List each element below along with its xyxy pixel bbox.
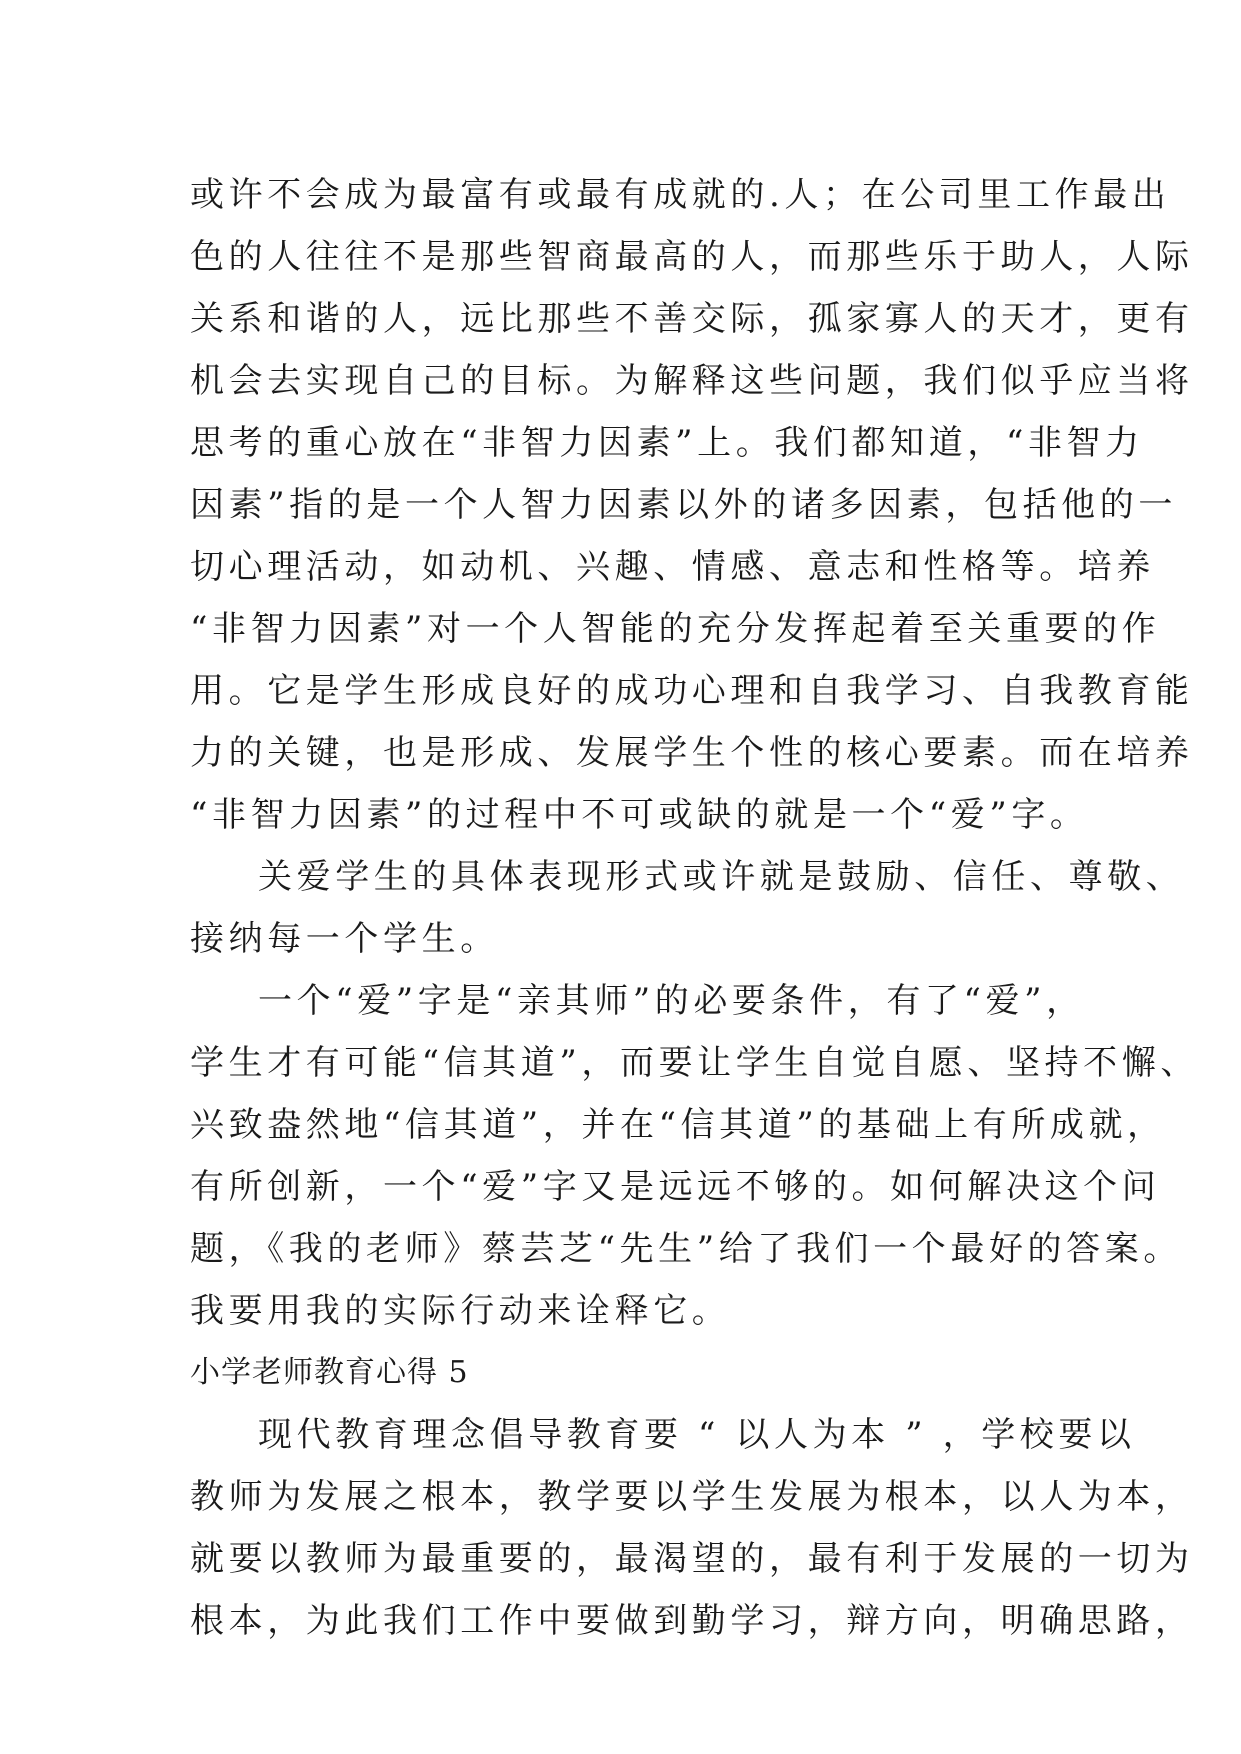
text-line: 切心理活动，如动机、兴趣、情感、意志和性格等。培养 <box>190 547 1155 587</box>
text-line: “非智力因素”的过程中不可或缺的就是一个“爱”字。 <box>190 795 1089 835</box>
text-line: 关爱学生的具体表现形式或许就是鼓励、信任、尊敬、 <box>258 857 1185 897</box>
text-line: 现代教育理念倡导教育要 “ 以人为本 ” ，学校要以 <box>258 1415 1136 1455</box>
text-line: 教师为发展之根本，教学要以学生发展为根本，以人为本， <box>190 1477 1194 1517</box>
paragraph-love-character <box>190 970 1199 1342</box>
text-line: 力的关键，也是形成、发展学生个性的核心要素。而在培养 <box>190 733 1194 773</box>
text-line: 思考的重心放在“非智力因素”上。我们都知道，“非智力 <box>190 423 1144 463</box>
text-line: 题，《我的老师》蔡芸芝“先生”给了我们一个最好的答案。 <box>190 1229 1182 1269</box>
paragraph-caring-students <box>190 846 1185 970</box>
text-line: 学生才有可能“信其道”，而要让学生自觉自愿、坚持不懈、 <box>190 1043 1199 1083</box>
text-line: 接纳每一个学生。 <box>190 919 499 959</box>
text-line: 用。它是学生形成良好的成功心理和自我学习、自我教育能 <box>190 671 1194 711</box>
text-line: 兴致盎然地“信其道”，并在“信其道”的基础上有所成就， <box>190 1105 1166 1145</box>
text-line: 关系和谐的人，远比那些不善交际，孤家寡人的天才，更有 <box>190 299 1194 339</box>
text-line: 色的人往往不是那些智商最高的人，而那些乐于助人，人际 <box>190 237 1194 277</box>
text-line: “非智力因素”对一个人智能的充分发挥起着至关重要的作 <box>190 609 1161 649</box>
document-body <box>190 164 1199 1652</box>
text-line: 我要用我的实际行动来诠释它。 <box>190 1291 731 1331</box>
paragraph-non-intelligence-factors <box>190 164 1194 846</box>
text-line: 根本，为此我们工作中要做到勤学习，辩方向，明确思路， <box>190 1601 1194 1641</box>
text-line: 机会去实现自己的目标。为解释这些问题，我们似乎应当将 <box>190 361 1194 401</box>
text-line: 一个“爱”字是“亲其师”的必要条件，有了“爱”， <box>258 981 1085 1021</box>
text-line: 或许不会成为最富有或最有成就的.人；在公司里工作最出 <box>190 175 1171 215</box>
text-line: 就要以教师为最重要的，最渴望的，最有利于发展的一切为 <box>190 1539 1194 1579</box>
paragraph-people-oriented <box>190 1404 1194 1652</box>
section-heading: 小学老师教育心得 5 <box>190 1355 469 1390</box>
text-line: 因素”指的是一个人智力因素以外的诸多因素，包括他的一 <box>190 485 1177 525</box>
text-line: 有所创新，一个“爱”字又是远远不够的。如何解决这个问 <box>190 1167 1161 1207</box>
